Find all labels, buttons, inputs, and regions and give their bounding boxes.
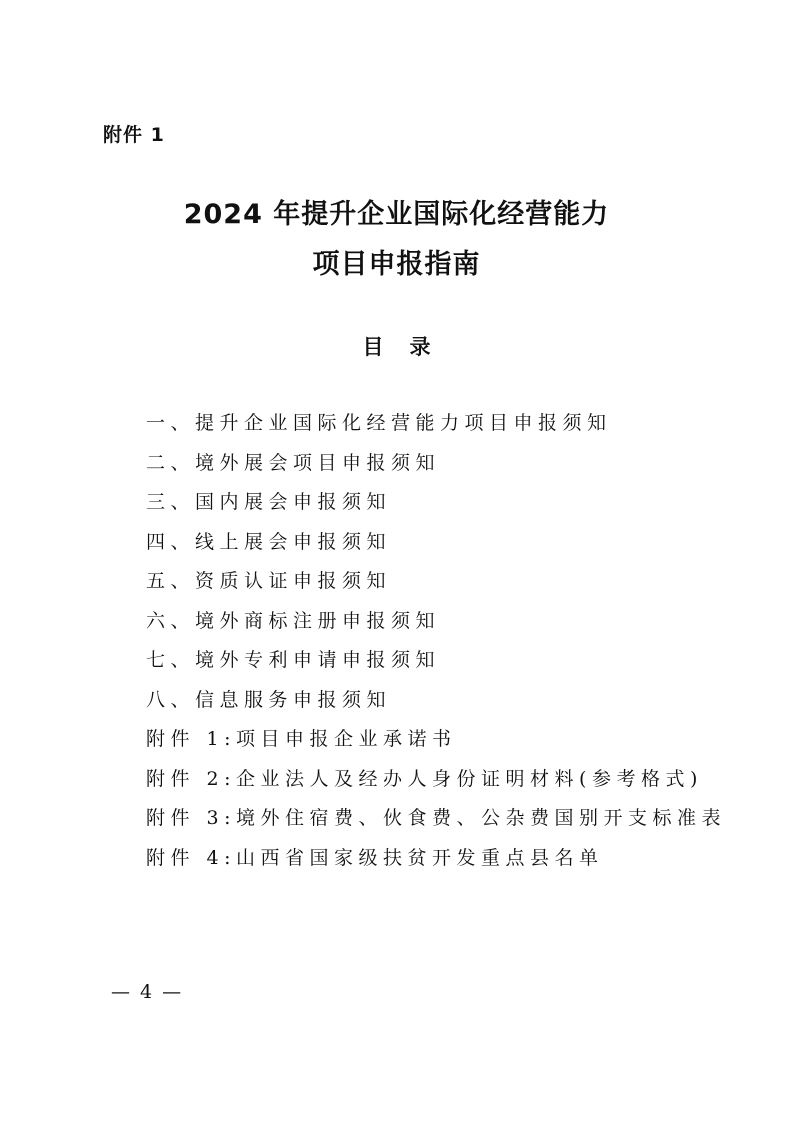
toc-item-attachment-4: 附件 4:山西省国家级扶贫开发重点县名单 [146, 846, 604, 869]
toc-item-6: 六、境外商标注册申报须知 [146, 609, 441, 632]
toc-item-attachment-2: 附件 2:企业法人及经办人身份证明材料(参考格式) [146, 767, 703, 790]
toc-item-5: 五、资质认证申报须知 [146, 570, 392, 592]
toc-item-7: 七、境外专利申请申报须知 [146, 649, 441, 671]
toc-heading: 目录 [362, 335, 457, 359]
toc-item-2: 二、境外展会项目申报须知 [146, 451, 441, 474]
toc-item-8: 八、信息服务申报须知 [146, 688, 392, 711]
page-number: — 4 — [111, 981, 184, 1003]
toc-item-3: 三、国内展会申报须知 [146, 491, 392, 513]
toc-item-1: 一、提升企业国际化经营能力项目申报须知 [146, 412, 612, 434]
attachment-label: 附件 1 [103, 124, 165, 146]
document-title-line-1: 2024 年提升企业国际化经营能力 [183, 199, 610, 230]
document-title-line-2: 项目申报指南 [312, 249, 481, 280]
table-of-contents [146, 409, 726, 883]
toc-item-attachment-3: 附件 3:境外住宿费、伙食费、公杂费国别开支标准表 [146, 807, 727, 829]
toc-item-4: 四、线上展会申报须知 [146, 530, 392, 553]
toc-item-attachment-1: 附件 1:项目申报企业承诺书 [146, 728, 457, 750]
